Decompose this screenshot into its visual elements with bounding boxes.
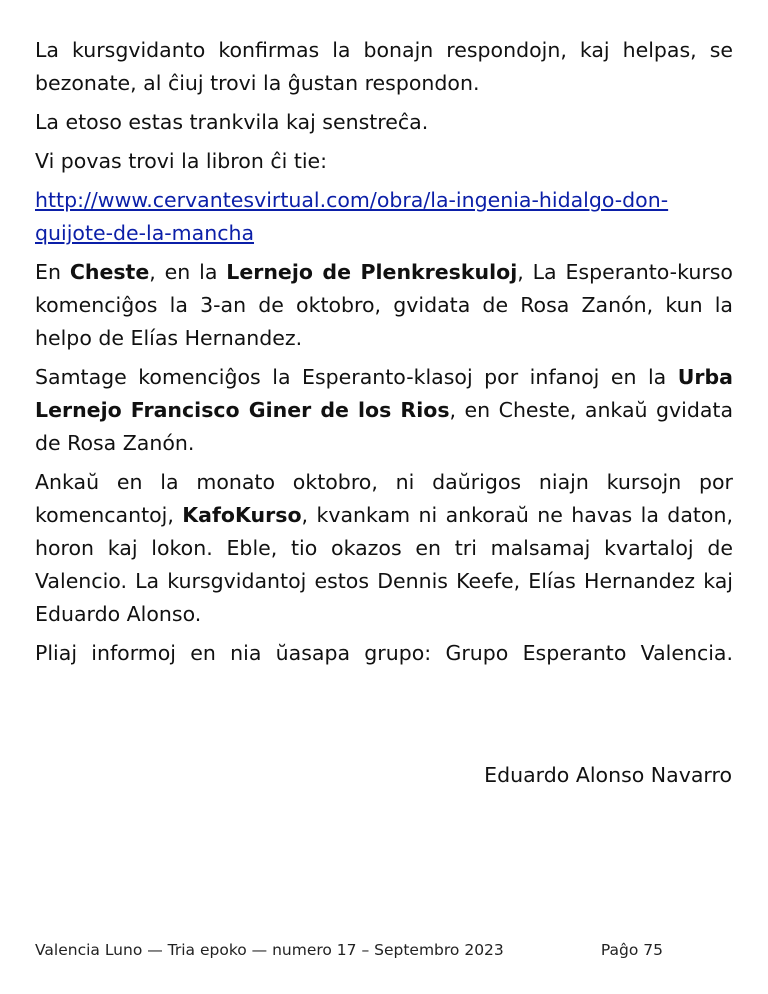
paragraph-link [35,184,733,250]
paragraph-kafokurso [35,466,733,631]
text-span: Ankaŭ en la monato oktobro, ni daŭrigos niajn kursojn por komencantoj, [35,470,733,527]
paragraph-confirmation: La kursgvidanto konfirmas la bonajn respondojn, kaj helpas, se bezonate, al ĉiuj trovi la ĝustan respondon. [35,38,733,95]
text-span: , kvankam ni ankoraŭ ne havas la daton, horon kaj lokon. Eble, tio okazos en tri malsamaj kvartaloj de Valencio. La kursgvidantoj estos Dennis Keefe, Elías Hernandez kaj Eduardo Alonso. [35,503,733,626]
text-span: Samtage komenciĝos la Esperanto-klasoj por infanoj en la [35,365,678,389]
bold-school-name: Lernejo de Plenkreskuloj [226,260,518,284]
paragraph-atmosphere: La etoso estas trankvila kaj senstreĉa. [35,110,429,134]
text-span: En [35,260,70,284]
bold-school-name: Urba Lernejo Francisco Giner de los Rios [35,365,733,422]
book-link[interactable]: http://www.cervantesvirtual.com/obra/la-ingenia-hidalgo-don-quijote-de-la-mancha [35,188,669,245]
paragraph-cheste-course [35,256,733,355]
paragraph-book-location: Vi povas trovi la libron ĉi tie: [35,149,328,173]
footer-page-number: Paĝo 75 [600,941,663,959]
author-signature: Eduardo Alonso Navarro [484,763,732,787]
page-footer [35,940,665,960]
text-span: , La Esperanto-kurso komenciĝos la 3-an de oktobro, gvidata de Rosa Zanón, kun la helpo de Elías Hernandez. [35,260,733,350]
text-span: , en Cheste, ankaŭ gvidata de Rosa Zanón. [35,398,734,455]
paragraph-more-info: Pliaj informoj en nia ŭasapa grupo: Grupo Esperanto Valencia. [35,641,733,665]
paragraph-children-classes [35,361,733,460]
bold-course-name: KafoKurso [182,503,302,527]
article-body [35,34,733,676]
bold-place-cheste: Cheste [69,260,150,284]
footer-publication: Valencia Luno — Tria epoko — numero 17 – Septembro 2023 [35,941,504,959]
text-span: , en la [149,260,227,284]
